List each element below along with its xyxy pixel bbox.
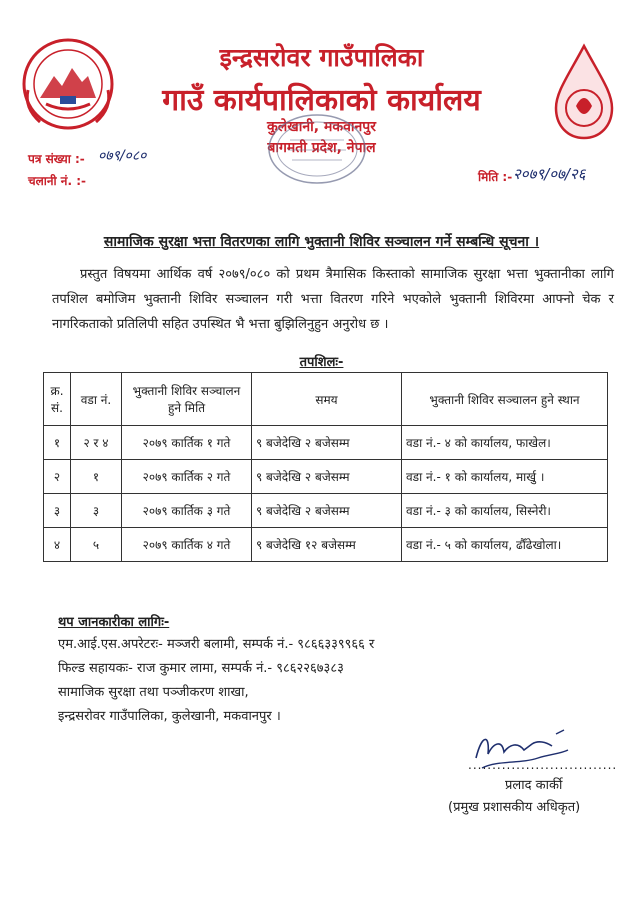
- office-stamp-icon: [262, 110, 372, 188]
- table-row: [44, 460, 608, 494]
- header-place: भुक्तानी शिविर सञ्चालन हुने स्थान: [402, 373, 608, 426]
- cell-ward: ३: [71, 494, 122, 528]
- body-paragraph: प्रस्तुत विषयमा आर्थिक वर्ष २०७९/०८० को प्रथम त्रैमासिक किस्ताको सामाजिक सुरक्षा भत्ता भुक्तानीका लागि तपशिल बमोजिम भुक्तानी शिविर सञ्चालन गरी भत्ता वितरण गरिने भएकोले भुक्तानी शिविरमा आफ्नो चेक र नागरिकताको प्रतिलिपी सहित उपस्थित भै भत्ता बुझिलिनुहुन अनुरोध छ ।: [52, 267, 614, 332]
- header-time: समय: [252, 373, 402, 426]
- cell-date: २०७९ कार्तिक १ गते: [122, 426, 252, 460]
- cell-serial: ४: [44, 528, 71, 562]
- cell-time: ९ बजेदेखि १२ बजेसम्म: [252, 528, 402, 562]
- more-info-line: फिल्ड सहायकः- राज कुमार लामा, सम्पर्क नं.- ९८६२२६७३८३: [58, 661, 344, 676]
- cell-serial: १: [44, 426, 71, 460]
- table-row: [44, 528, 608, 562]
- cell-ward: २ र ४: [71, 426, 122, 460]
- cell-time: ९ बजेदेखि २ बजेसम्म: [252, 494, 402, 528]
- more-info-line: सामाजिक सुरक्षा तथा पञ्जीकरण शाखा,: [58, 685, 249, 700]
- address-line-2: बागमती प्रदेश, नेपाल: [267, 140, 376, 156]
- ref-number-label: पत्र संख्या :-: [28, 152, 85, 166]
- dispatch-number-label: चलानी नं. :-: [28, 174, 86, 188]
- cell-date: २०७९ कार्तिक २ गते: [122, 460, 252, 494]
- cell-place: वडा नं.- ४ को कार्यालय, फाखेल।: [402, 426, 608, 460]
- cell-time: ९ बजेदेखि २ बजेसम्म: [252, 426, 402, 460]
- cell-serial: ३: [44, 494, 71, 528]
- cell-serial: २: [44, 460, 71, 494]
- address-line-1: कुलेखानी, मकवानपुर: [267, 119, 376, 135]
- signature-line: ...............................: [468, 758, 618, 772]
- ref-number-value: ०७९/०८०: [98, 148, 147, 164]
- more-info-title: थप जानकारीका लागिः-: [58, 615, 170, 630]
- municipality-name: इन्द्रसरोवर गाउँपालिका: [219, 43, 424, 72]
- cell-ward: ५: [71, 528, 122, 562]
- cell-place: वडा नं.- ३ को कार्यालय, सिस्नेरी।: [402, 494, 608, 528]
- table-caption: तपशिलः-: [299, 355, 344, 370]
- office-name: गाउँ कार्यपालिकाको कार्यालय: [162, 83, 481, 118]
- date-label: मिति :-: [478, 170, 513, 184]
- cell-place: वडा नं.- १ को कार्यालय, मार्खु ।: [402, 460, 608, 494]
- signer-name: प्रलाद कार्की: [505, 778, 563, 793]
- more-info-line: इन्द्रसरोवर गाउँपालिका, कुलेखानी, मकवानपुर ।: [58, 709, 281, 724]
- more-info-line: एम.आई.एस.अपरेटरः- मञ्जरी बलामी, सम्पर्क नं.- ९८६६३३९९६६ र: [58, 637, 375, 652]
- cell-date: २०७९ कार्तिक ४ गते: [122, 528, 252, 562]
- table-header-row: [44, 373, 608, 426]
- cell-place: वडा नं.- ५ को कार्यालय, ढौँढेखोला।: [402, 528, 608, 562]
- cell-ward: १: [71, 460, 122, 494]
- signer-designation: (प्रमुख प्रशासकीय अधिकृत): [448, 800, 581, 815]
- header-ward: वडा नं.: [71, 373, 122, 426]
- notice-body: [52, 262, 614, 337]
- header-serial: क्र. सं.: [44, 373, 71, 426]
- schedule-table: [43, 372, 608, 562]
- table-row: [44, 494, 608, 528]
- notice-subject: सामाजिक सुरक्षा भत्ता वितरणका लागि भुक्तानी शिविर सञ्चालन गर्ने सम्बन्धि सूचना ।: [103, 234, 540, 250]
- cell-time: ९ बजेदेखि २ बजेसम्म: [252, 460, 402, 494]
- date-value: २०७९/०७/२६: [513, 165, 586, 183]
- table-row: [44, 426, 608, 460]
- cell-date: २०७९ कार्तिक ३ गते: [122, 494, 252, 528]
- header-date: भुक्तानी शिविर सञ्चालन हुने मिति: [122, 373, 252, 426]
